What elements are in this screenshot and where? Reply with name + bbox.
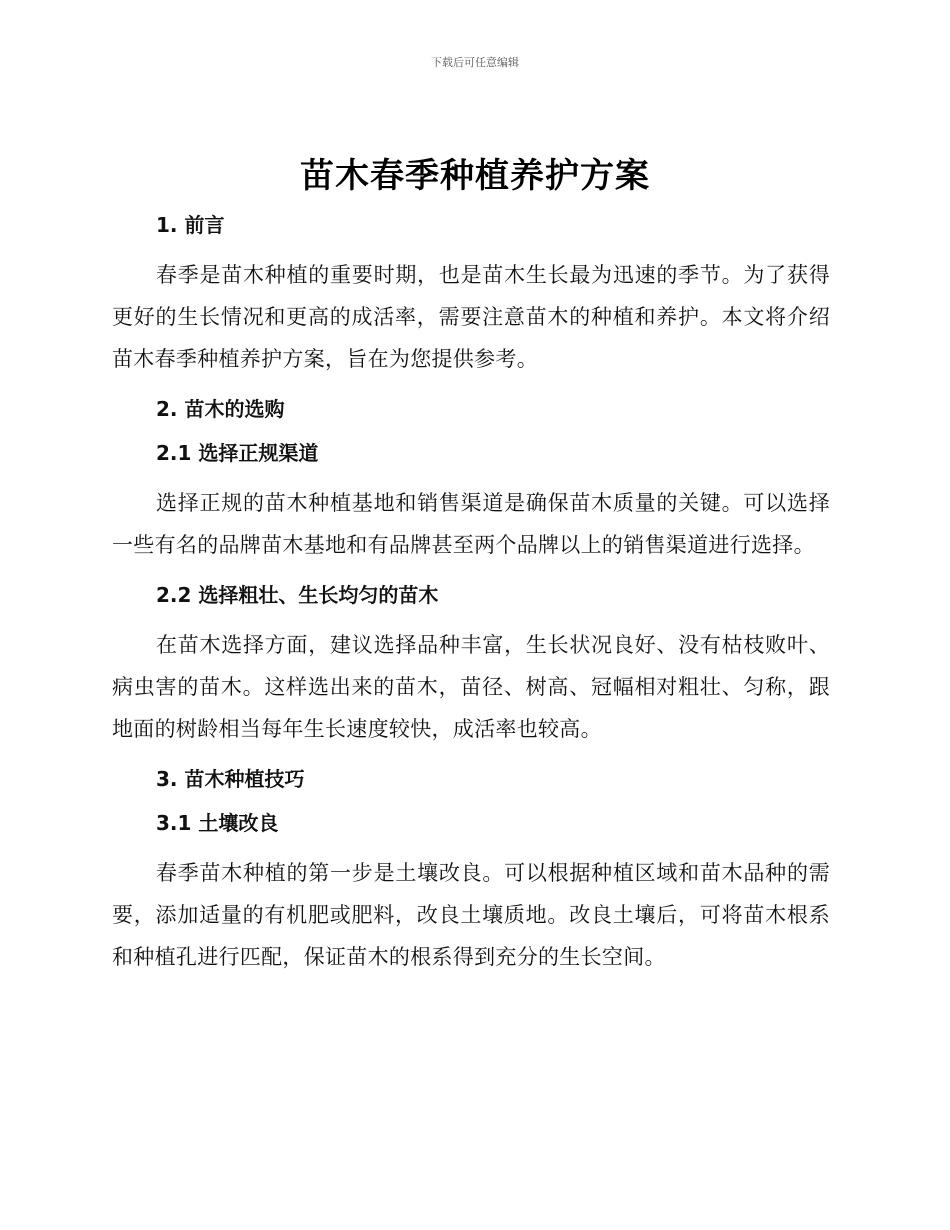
subsection-heading-soil-improvement: 3.1 土壤改良 <box>156 811 279 835</box>
header-note: 下载后可任意编辑 <box>431 56 519 69</box>
paragraph-soil-improvement: 春季苗木种植的第一步是土壤改良。可以根据种植区域和苗木品种的需要，添加适量的有机肥或肥料，改良土壤质地。改良土壤后，可将苗木根系和种植孔进行匹配，保证苗木的根系得到充分的生长空间。 <box>112 861 830 969</box>
subsection-heading-channels: 2.1 选择正规渠道 <box>156 441 319 465</box>
section-heading-planting-techniques: 3. 苗木种植技巧 <box>156 767 305 791</box>
document-body <box>112 198 830 992</box>
section-heading-selection: 2. 苗木的选购 <box>156 397 285 421</box>
subsection-heading-sturdy-seedlings: 2.2 选择粗壮、生长均匀的苗木 <box>156 583 439 607</box>
section-heading-preface: 1. 前言 <box>156 213 225 237</box>
paragraph-sturdy-seedlings: 在苗木选择方面，建议选择品种丰富，生长状况良好、没有枯枝败叶、病虫害的苗木。这样选出来的苗木，苗径、树高、冠幅相对粗壮、匀称，跟地面的树龄相当每年生长速度较快，成活率也较高。 <box>112 633 830 741</box>
document-title: 苗木春季种植养护方案 <box>300 156 650 196</box>
paragraph-channels: 选择正规的苗木种植基地和销售渠道是确保苗木质量的关键。可以选择一些有名的品牌苗木基地和有品牌甚至两个品牌以上的销售渠道进行选择。 <box>112 491 830 557</box>
paragraph-preface: 春季是苗木种植的重要时期，也是苗木生长最为迅速的季节。为了获得更好的生长情况和更高的成活率，需要注意苗木的种植和养护。本文将介绍苗木春季种植养护方案，旨在为您提供参考。 <box>112 263 830 371</box>
